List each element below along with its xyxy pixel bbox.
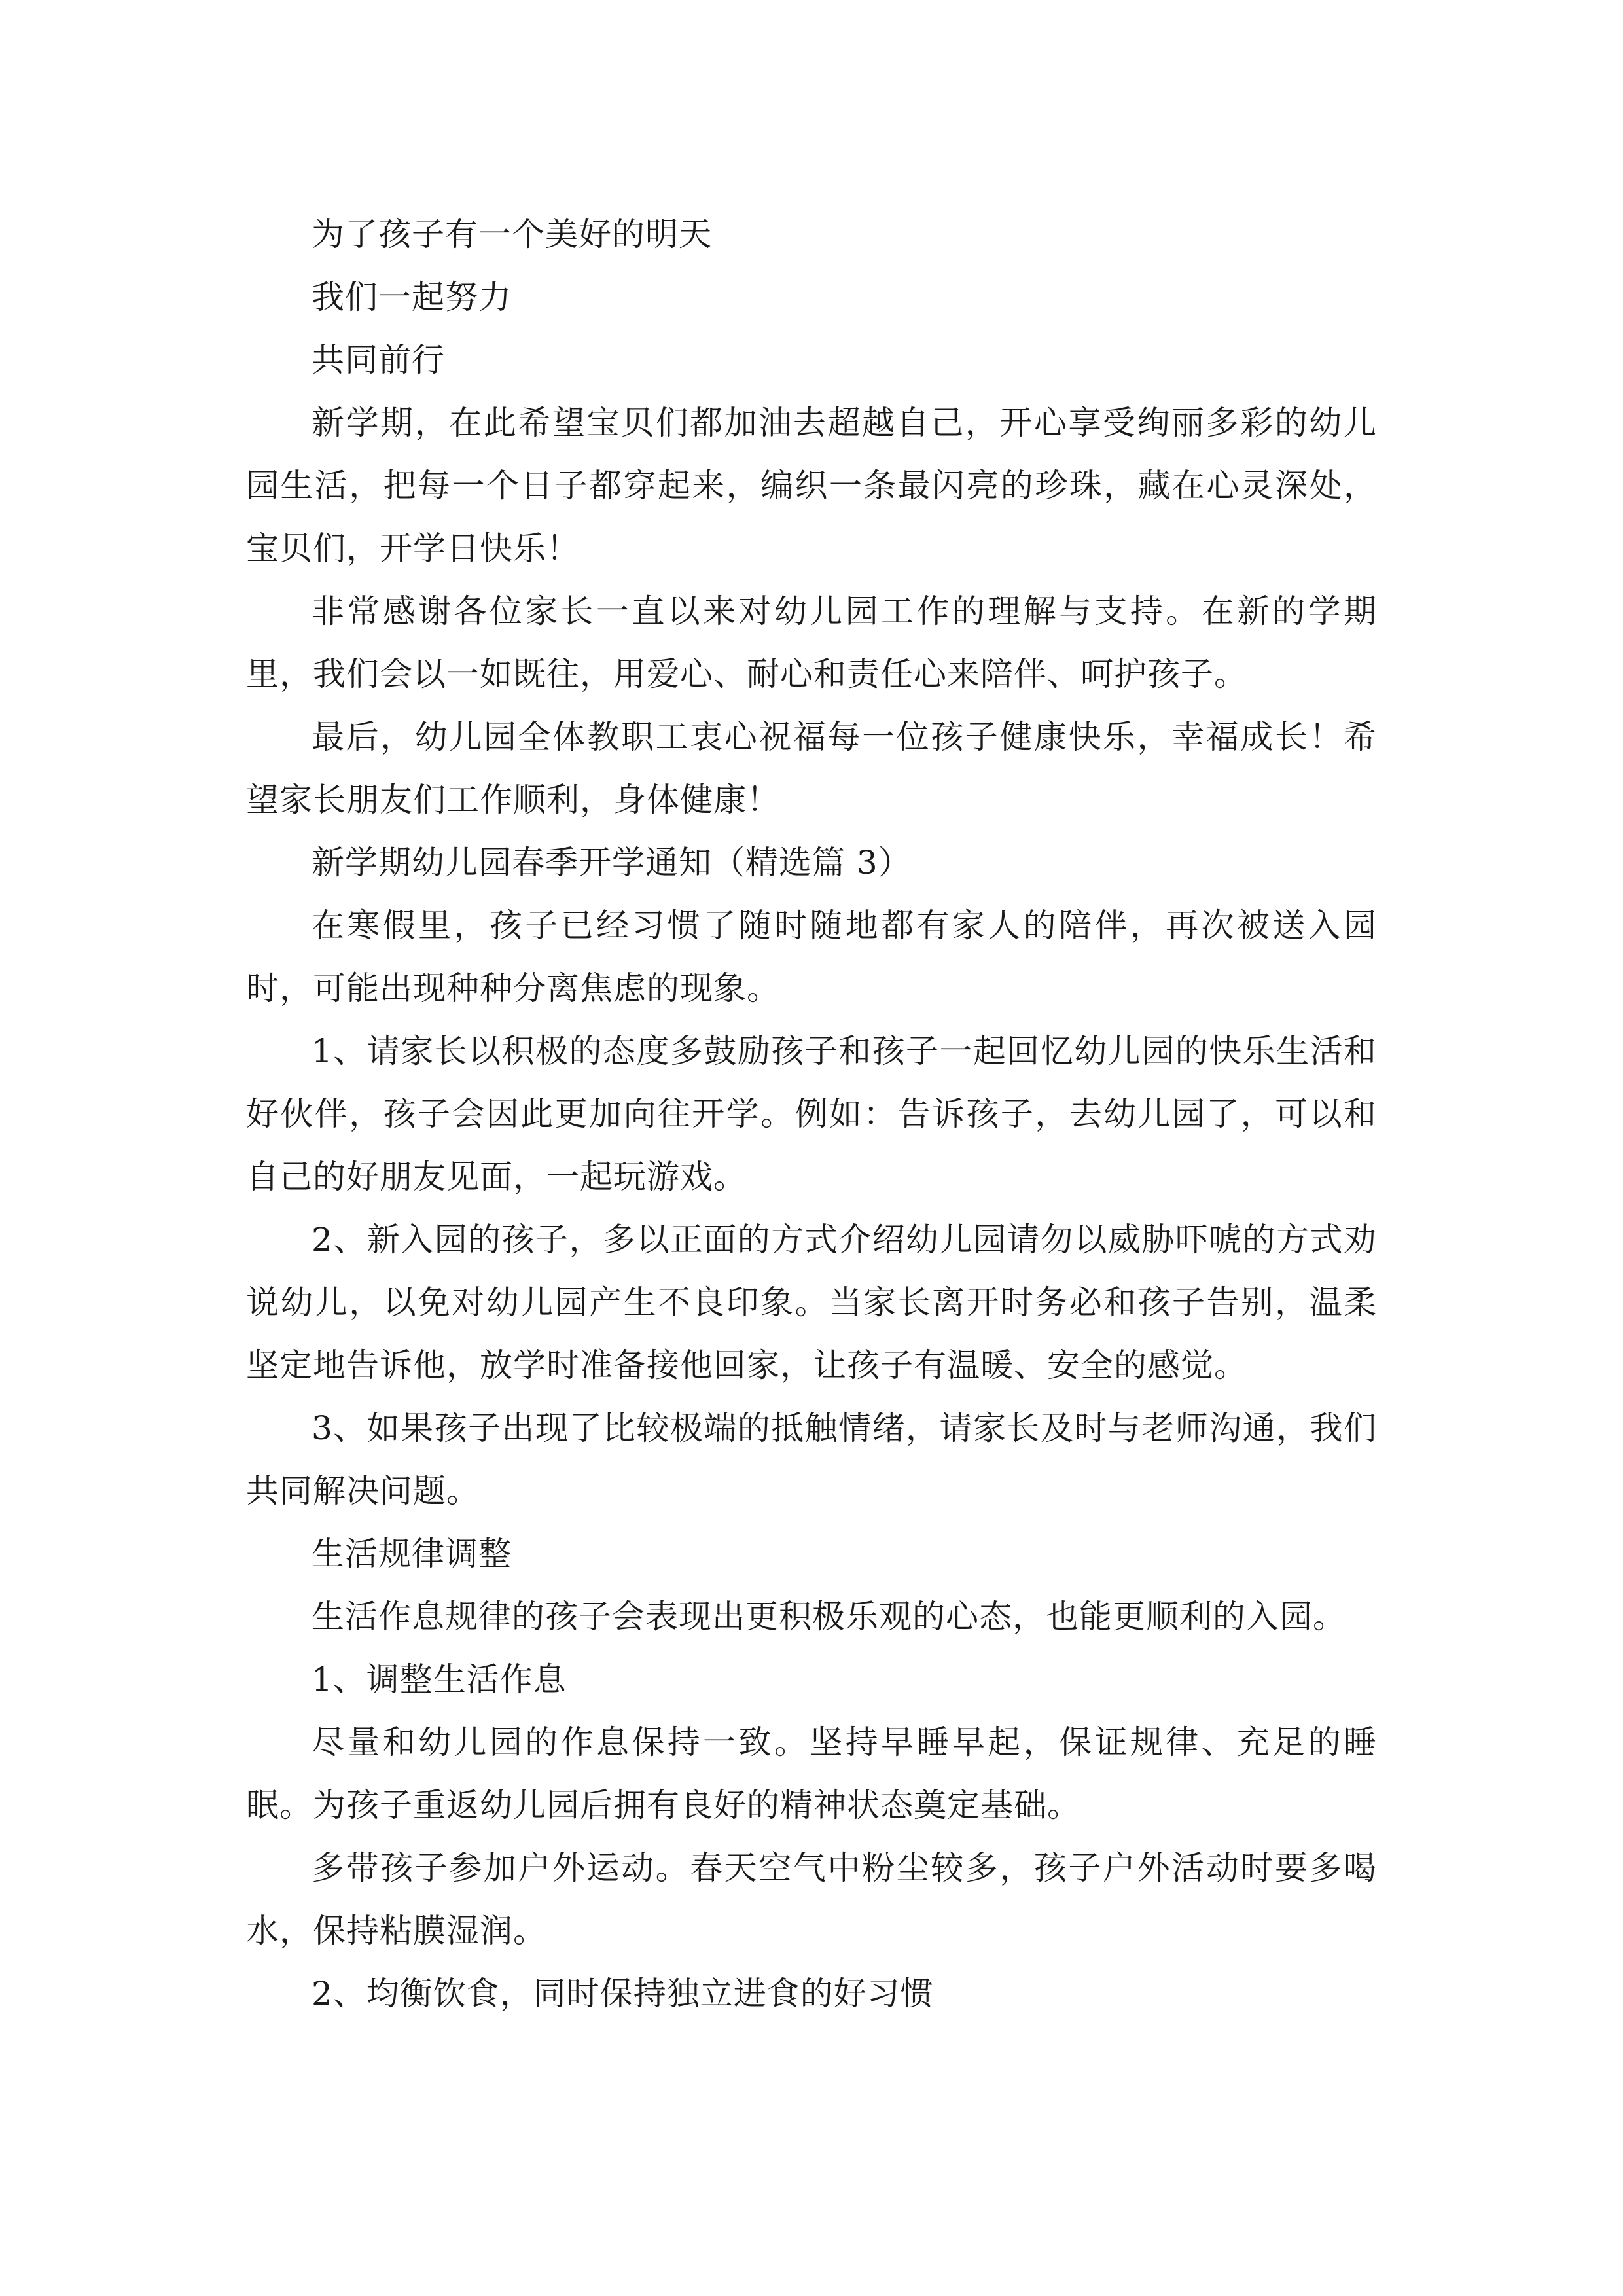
list-item: 2、新入园的孩子，多以正面的方式介绍幼儿园请勿以威胁吓唬的方式劝说幼儿，以免对幼儿园产生不良印象。当家长离开时务必和孩子告别，温柔坚定地告诉他，放学时准备接他回家，让孩子有温暖、安全的感觉。 (246, 1221, 1377, 1384)
document-body (246, 203, 1377, 2025)
paragraph: 多带孩子参加户外运动。春天空气中粉尘较多，孩子户外活动时要多喝水，保持粘膜湿润。 (246, 1849, 1377, 1950)
paragraph: 尽量和幼儿园的作息保持一致。坚持早睡早起，保证规律、充足的睡眠。为孩子重返幼儿园后拥有良好的精神状态奠定基础。 (246, 1723, 1377, 1824)
list-item: 1、请家长以积极的态度多鼓励孩子和孩子一起回忆幼儿园的快乐生活和好伙伴，孩子会因此更加向往开学。例如：告诉孩子，去幼儿园了，可以和自己的好朋友见面，一起玩游戏。 (246, 1032, 1377, 1196)
list-item: 3、如果孩子出现了比较极端的抵触情绪，请家长及时与老师沟通，我们共同解决问题。 (246, 1409, 1377, 1510)
paragraph: 非常感谢各位家长一直以来对幼儿园工作的理解与支持。在新的学期里，我们会以一如既往，用爱心、耐心和责任心来陪伴、呵护孩子。 (246, 592, 1377, 693)
paragraph: 在寒假里，孩子已经习惯了随时随地都有家人的陪伴，再次被送入园时，可能出现种种分离焦虑的现象。 (246, 906, 1377, 1007)
paragraph: 我们一起努力 (312, 278, 512, 316)
list-item: 2、均衡饮食，同时保持独立进食的好习惯 (312, 1975, 934, 2013)
paragraph: 新学期，在此希望宝贝们都加油去超越自己，开心享受绚丽多彩的幼儿园生活，把每一个日子都穿起来，编织一条最闪亮的珍珠，藏在心灵深处，宝贝们，开学日快乐！ (246, 404, 1377, 567)
paragraph: 共同前行 (312, 341, 445, 379)
section-heading: 新学期幼儿园春季开学通知（精选篇 3） (312, 844, 912, 882)
subheading: 生活规律调整 (312, 1535, 512, 1573)
paragraph: 为了孩子有一个美好的明天 (312, 215, 712, 253)
paragraph: 生活作息规律的孩子会表现出更积极乐观的心态，也能更顺利的入园。 (312, 1598, 1346, 1636)
paragraph: 最后，幼儿园全体教职工衷心祝福每一位孩子健康快乐，幸福成长！希望家长朋友们工作顺利，身体健康！ (246, 718, 1377, 819)
list-item: 1、调整生活作息 (312, 1660, 567, 1698)
